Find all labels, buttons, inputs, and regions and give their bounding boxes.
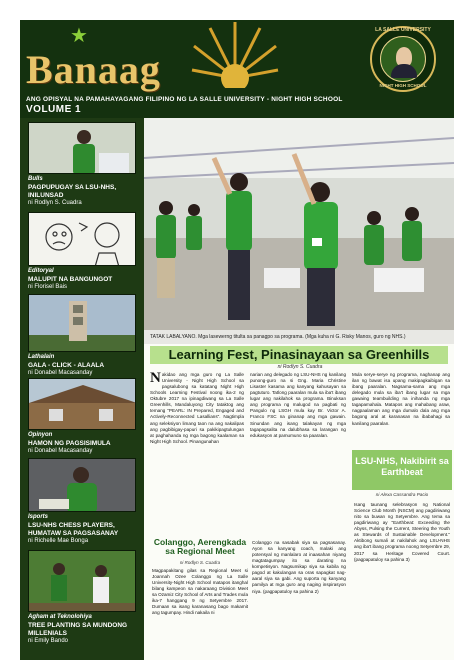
sidebar-photo-6	[28, 550, 136, 612]
sub-article-col-1	[152, 568, 248, 656]
sidebar-photo-2	[28, 212, 136, 266]
side-byline: ni Alexa Cassandra Pacio	[375, 492, 429, 497]
sunburst-icon	[190, 20, 280, 88]
drop-cap: N	[150, 372, 161, 386]
main-headline: Learning Fest, Pinasinayaan sa Greenhills	[150, 346, 448, 364]
sidebar-title: HAMON NG PAGSISIMULA	[28, 439, 111, 447]
sidebar-photo-5	[28, 458, 136, 512]
main-byline: ni Rodlyn S. Cuadra	[277, 364, 323, 370]
side-body-text: Isang taunang selebrasyon ng National Science Club Month (NSCM) ang pagdiriwang nito sa buwan ng Setyembre. Ang tema sa pagdiriwang ay "Earthbeat: Exceeding the Abyss, Pulsing the Current, Steering the Youth as Stewards of Sustainable Development." Aktibong sumali at nakilahok ang LSU-NHS ang iba't ibang programa noong Setyembre 29, 2017 sa Heritage Covered Court. (pagpapatuloy sa pahina 3)	[354, 502, 450, 562]
sidebar-title: GALA - CLICK - ALAALA	[28, 361, 105, 369]
sub-headline: Colanggo, Aerengkada sa Regional Meet	[153, 537, 247, 557]
newsletter-page	[20, 20, 454, 660]
sidebar-byline: ni Donabel Macasanday	[28, 369, 93, 376]
sidebar-byline: ni Rodlyn S. Cuadra	[28, 199, 82, 206]
main-col2-text: narian ang delegado ng LSU-NHS ng kanilang punong-guro na si Gng. Maria Christine Lisaster kasama ang kanyang kahusayan sa pagtuturo. Tatlong paaralan mula sa iba't ibang lugar ang nakilahok sa programa. Binuksan ang programa ng malugod na pagbati ng Pangulo ng LSGH mula kay Br. Victor A. Franco FSC na ginanap ang mga gawain. Sinundan ang isang talakayan ng mga tagapagsalita na dalubhasa sa larangan ng edukasyon at pamumuno sa paaralan.	[250, 372, 346, 438]
sidebar-kicker: Agham at Teknolohiya	[28, 614, 92, 620]
hero-photo	[144, 118, 454, 334]
seal-top-text: LA SALLE UNIVERSITY	[375, 27, 431, 33]
hero-caption: TATAK LABALYANO. Mga lasewerng titulta sa panagpo sa programa. (Mga kuha ni G. Risky Manos, guro ng NHS.)	[144, 330, 454, 344]
sidebar-item-3[interactable]	[28, 354, 143, 377]
sidebar-title: LSU-NHS CHESS PLAYERS, HUMATAW SA PAGSASANAY	[28, 521, 119, 537]
sub-col2-text: Colanggo na sasabak siya sa pagsasanay. Ayon sa kanyang coach, malaki ang potensyal ng manlalaro at inaasahan niyang magtatagumpay ito sa darating na kompetisyon. Nagsumikap siya sa kabila ng pagod at kakulangan sa oras sapagkat nag-aaral siya sa gabi. Ang suporta ng kanyang pamilya at mga guro ang naging inspirasyon niya. (pagpapatuloy sa pahina 2)	[252, 540, 346, 594]
star-icon: ★	[70, 25, 88, 47]
sub-byline: ni Rodlyn S. Cuadra	[179, 560, 221, 565]
seal-portrait	[380, 36, 426, 82]
side-headline: LSU-NHS, Nakibirit sa Earthbeat	[352, 450, 452, 490]
sidebar-byline: ni Donabel Macasanday	[28, 447, 93, 454]
sidebar-item-4[interactable]	[28, 432, 143, 455]
sub-col1-text: Magpapakitang gilas sa Regional Meet si Joannah Ozee Colanggo ng La Salle University-Night High School matapos itanghal bilang kampeon sa nakaraang Division Meet sa Ozamiz City School of Arts and Trades mula ika-7 hanggang 9 ng Setyembre 2017. Dumaan sa isang karanasang bago makamit ang tagumpay. Hindi nakaila ni	[152, 568, 248, 616]
sidebar-item-6[interactable]	[28, 614, 143, 645]
school-seal	[370, 26, 436, 92]
main-col3-text: Mula serye-serye ng programa, naghanap ang ilan ng bawat isa upang makipagkaibigan sa ibang paaralan. Nagsama-sama ang mga delegado mula sa iba't ibang lugar sa mga gawaing teambuilding na inihanda ng mga tagapamahala. Matapos ang mahabang araw, nagpaalaman ang mga dumalo dala ang mga bagong aral at karanasan na ibabahagi sa kanilang paaralan.	[352, 372, 450, 426]
volume-label: VOLUME 1	[26, 104, 82, 115]
main-article-col-3	[352, 372, 450, 446]
sub-article-col-2	[252, 540, 346, 656]
sidebar-kicker: Isports	[28, 514, 49, 520]
sidebar-title: PAGPUPUGAY SA LSU-NHS, INILUNSAD	[28, 183, 117, 199]
sidebar-byline: ni Florisel Bais	[28, 283, 68, 290]
seal-bottom-text: NIGHT HIGH SCHOOL	[379, 83, 427, 88]
sidebar	[20, 118, 144, 660]
sidebar-byline: ni Richelle Mae Bonga	[28, 537, 89, 544]
masthead-tagline: ANG OPISYAL NA PAMAHAYAGANG FILIPINO NG LA SALLE UNIVERSITY - NIGHT HIGH SCHOOL	[26, 96, 343, 103]
masthead-title: Banaag	[26, 47, 161, 92]
sidebar-title: MALUPIT NA BANGUNGOT	[28, 275, 113, 283]
masthead	[20, 20, 454, 118]
sidebar-item-5[interactable]	[28, 514, 143, 545]
sidebar-byline: ni Emily Bando	[28, 637, 69, 644]
sidebar-kicker: Lathalain	[28, 354, 55, 360]
sidebar-title: TREE PLANTING SA MUNDONG MILLENIALS	[28, 621, 128, 637]
sidebar-item-2[interactable]	[28, 268, 143, 291]
sidebar-item-1[interactable]	[28, 176, 143, 207]
sidebar-photo-4	[28, 378, 136, 430]
main-article-col-2	[250, 372, 346, 532]
sidebar-kicker: Opinyon	[28, 432, 53, 438]
sidebar-kicker: Bulls	[28, 176, 43, 182]
main-col1-text: akidao ang mga guro ng La Salle University - Night High School sa pagsalubong sa katatang Night High Schools Learning Festival noong ika-2 ng Oktubre 2017 na ipinagdiwang sa La Salle Greenhills, Mandaluyong City tataktog ang temang "PEARL: IN Prepared, Engaged and Actively-Reconnected Lasallians". Nagtimpla ang seleksiyon limang taon na ang nakalipas ang pagbibigay-papuri sa pakikipagtulungan at paghahanda ng mga bagong kaalaman sa Night High School. Pinangunahan	[150, 372, 244, 444]
sidebar-photo-3	[28, 294, 136, 352]
sidebar-photo-1	[28, 122, 136, 174]
sidebar-kicker: Editoryal	[28, 268, 54, 274]
side-article-body	[354, 502, 450, 652]
main-article-col-1	[150, 372, 244, 536]
